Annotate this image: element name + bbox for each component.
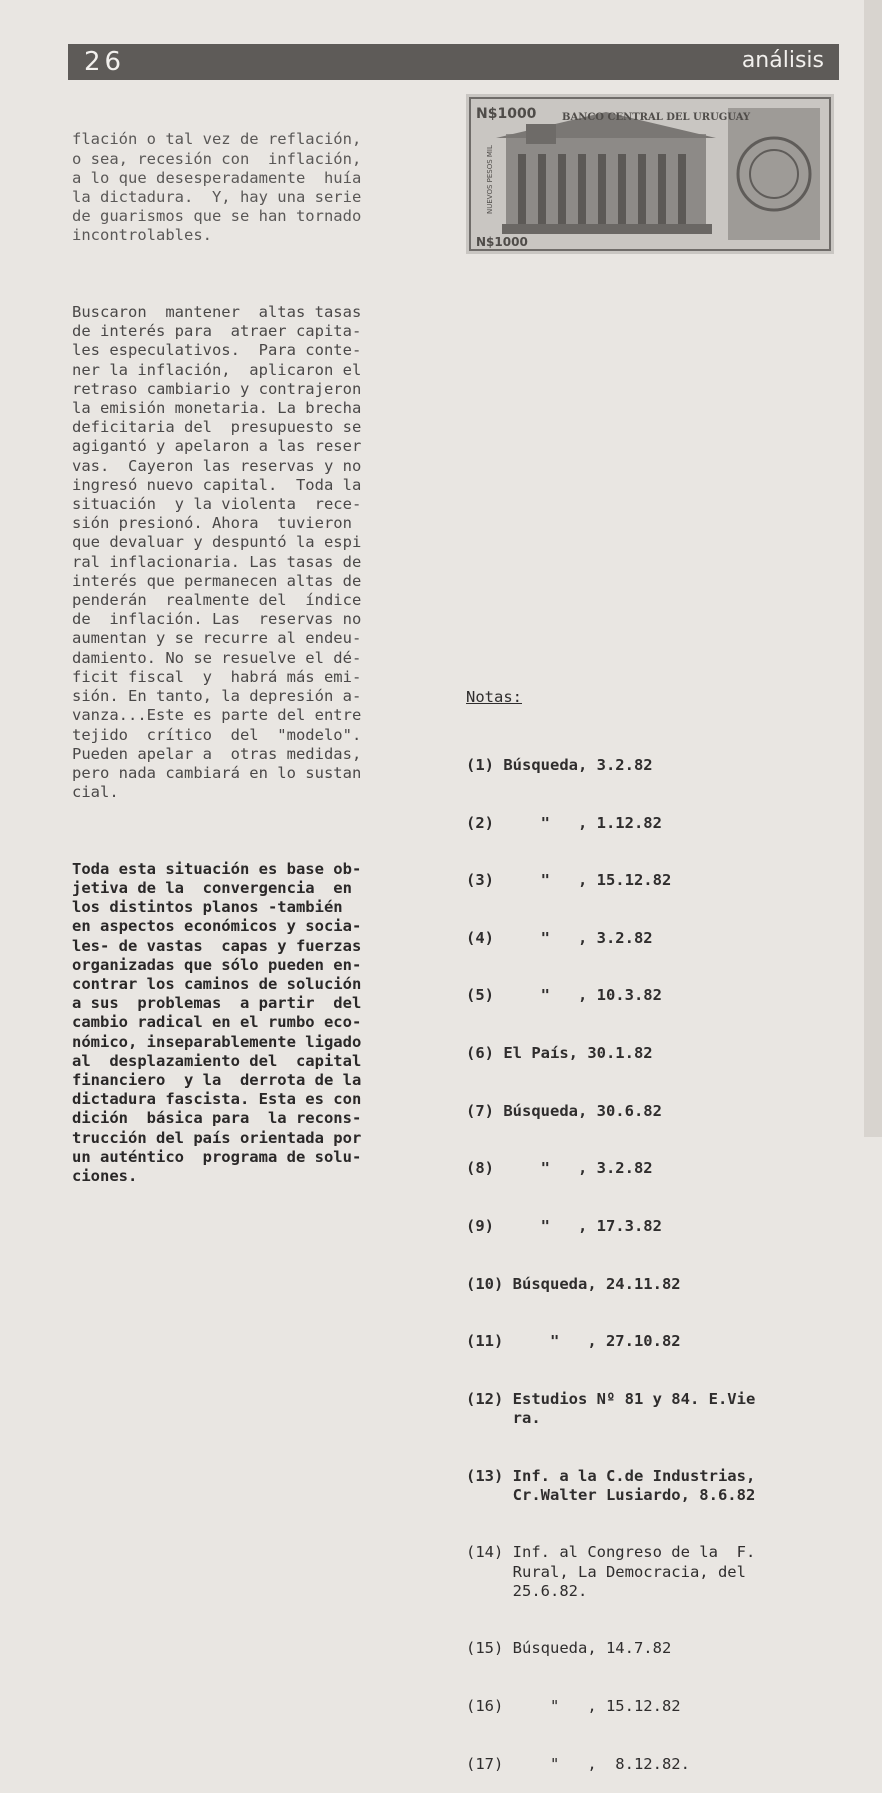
note-item: (4) " , 3.2.82 [466, 928, 653, 947]
note-item: (9) " , 17.3.82 [466, 1216, 662, 1235]
note-item: (14) Inf. al Congreso de la F. Rural, La Democracia, del 25.6.82. [466, 1543, 756, 1600]
banknote-denomination-bottom: N$1000 [476, 235, 528, 249]
left-column [72, 92, 442, 1205]
note-item: (7) Búsqueda, 30.6.82 [466, 1101, 662, 1120]
paragraph-3: Toda esta situación es base ob- jetiva de la convergencia en los distintos planos -también en aspectos económicos y socia- les- de vastas capas y fuerzas organizadas que sólo pueden en- contrar los caminos de solución a sus problemas a partir del cambio radical en el rumbo eco- nómico, inseparablemente ligado al desplazamiento del capital financiero y la derrota de la dictadura fascista. Esta es con dición básica para la recons- trucción del país orientada por un auténtico programa de solu- ciones. [72, 859, 362, 1185]
banknote-image [466, 94, 834, 254]
notes-title: Notas: [466, 688, 522, 707]
note-item: (11) " , 27.10.82 [466, 1332, 681, 1351]
note-item: (5) " , 10.3.82 [466, 986, 662, 1005]
paragraph-1: flación o tal vez de reflación, o sea, recesión con inflación, a lo que desesperadamente huía la dictadura. Y, hay una serie de guarismos que se han tornado incontrolables. [72, 130, 362, 245]
paragraph-2: Buscaron mantener altas tasas de interés para atraer capita- les especulativos. Para conte- ner la inflación, aplicaron el retraso cambiario y contrajeron la emisión monetaria. La brecha deficitaria del presupuesto se agigantó y apelaron a las reser vas. Cayeron las reservas y no ingresó nuevo capital. Toda la situación y la violenta rece- sión presionó. Ahora tuvieron que devaluar y despuntó la espi ral inflacionaria. Las tasas de interés que permanecen altas de penderán realmente del índice de inflación. Las reservas no aumentan y se recurre al endeu- damiento. No se resuelve el dé- ficit fiscal y habrá más emi- sión. En tanto, la depresión a- vanza...Este es parte del entre tejido crítico del "modelo". Pueden apelar a otras medidas, pero nada cambiará en lo sustan cial. [72, 303, 362, 802]
note-item: (15) Búsqueda, 14.7.82 [466, 1639, 672, 1658]
note-item: (3) " , 15.12.82 [466, 871, 672, 890]
note-item: (2) " , 1.12.82 [466, 813, 662, 832]
note-item: (17) " , 8.12.82. [466, 1754, 690, 1773]
section-label: análisis [741, 48, 824, 73]
note-item: (8) " , 3.2.82 [466, 1159, 653, 1178]
banknote-bank-name: BANCO CENTRAL DEL URUGUAY [562, 112, 751, 123]
note-item: (1) Búsqueda, 3.2.82 [466, 756, 653, 775]
banknote-side-text: NUEVOS PESOS MIL [486, 145, 494, 214]
page-number: 26 [84, 47, 126, 77]
note-item: (10) Búsqueda, 24.11.82 [466, 1274, 681, 1293]
banknote-denomination-top: N$1000 [476, 106, 537, 122]
note-item: (12) Estudios Nº 81 y 84. E.Vie ra. [466, 1389, 756, 1427]
note-item: (6) El País, 30.1.82 [466, 1044, 653, 1063]
note-item: (16) " , 15.12.82 [466, 1696, 681, 1715]
notes-section [466, 650, 836, 1793]
note-item: (13) Inf. a la C.de Industrias, Cr.Walter Lusiardo, 8.6.82 [466, 1466, 756, 1504]
page-edge [864, 0, 882, 1137]
header-bar [68, 44, 839, 80]
